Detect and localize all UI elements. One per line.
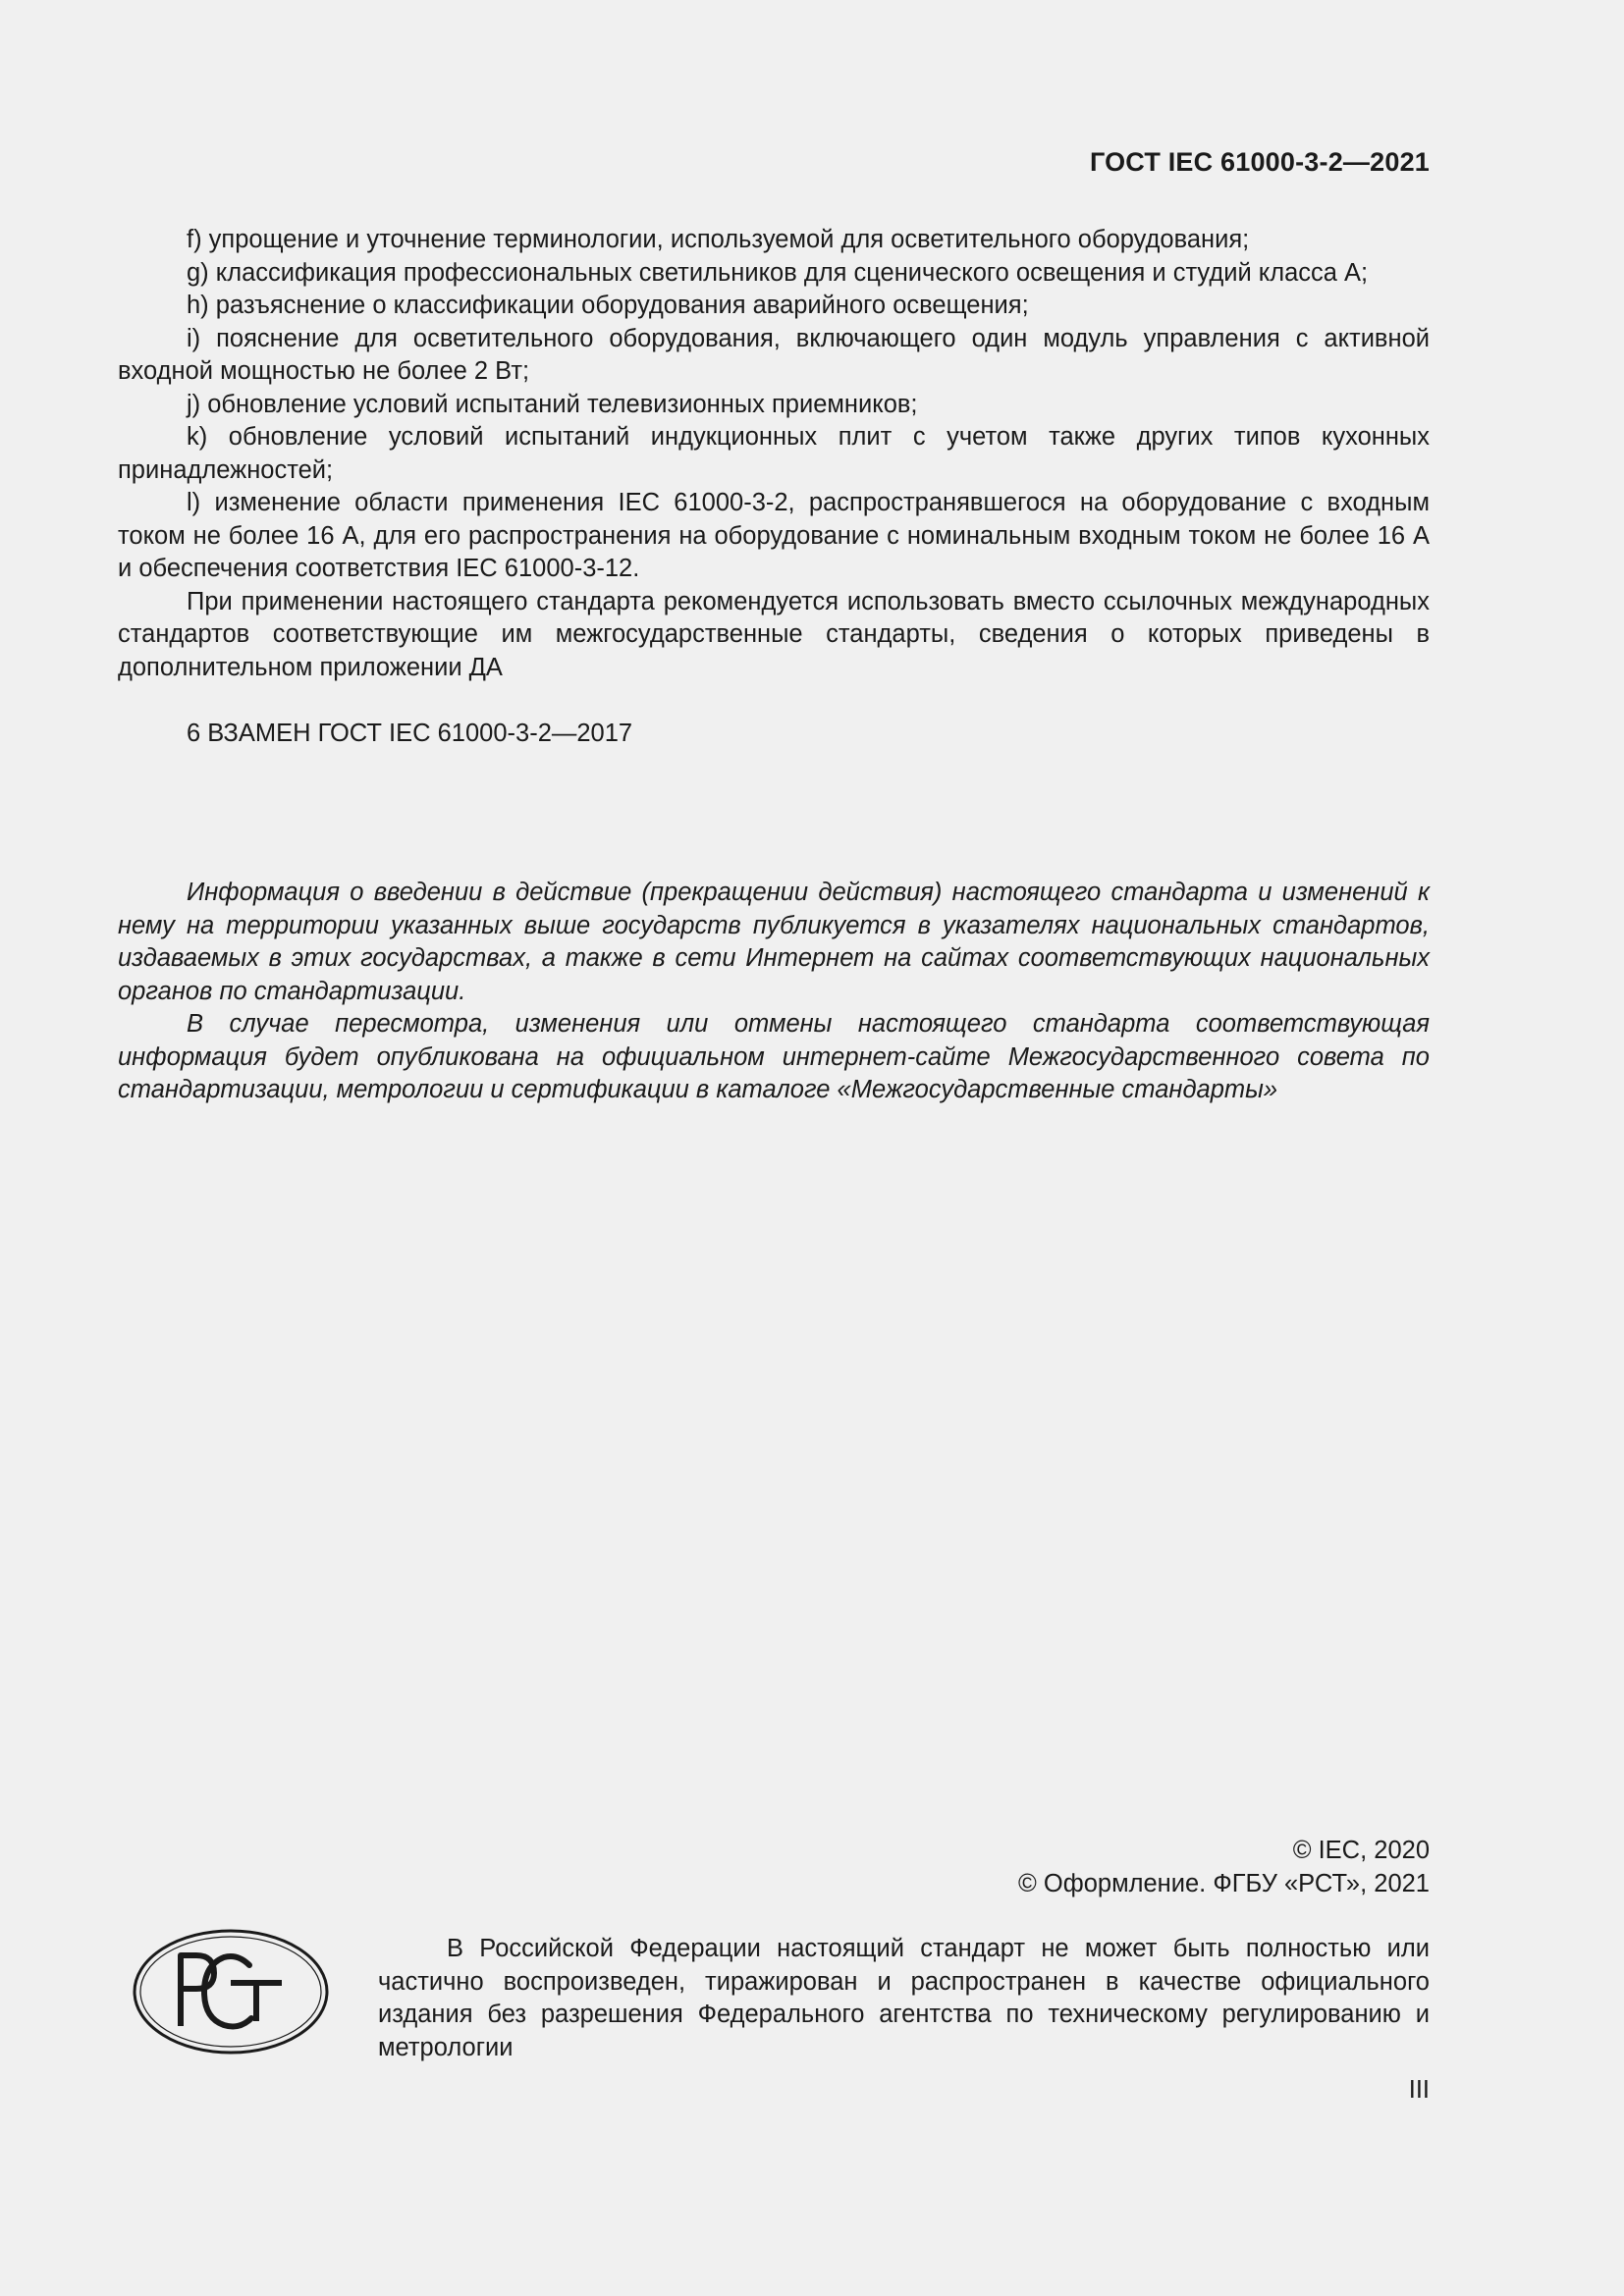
list-item: h) разъяснение о классификации оборудования аварийного освещения; [187,292,1029,319]
info-paragraph-revision: В случае пересмотра, изменения или отмены настоящего стандарта соответствующая информация будет опубликована на официальном интернет-сайте Межгосударственного совета по стандартизации, метрологии и сертификации в каталоге «Межгосударственные стандарты» [118,1010,1430,1103]
notice-paragraph: В Российской Федерации настоящий стандарт не может быть полностью или частично воспроизведен, тиражирован и распространен в качестве официального издания без разрешения Федерального агентства по техническому регулированию и метрологии [378,1935,1430,2061]
copyright-rst: © Оформление. ФГБУ «РСТ», 2021 [1018,1869,1430,1897]
info-paragraph-enactment: Информация о введении в действие (прекращении действия) настоящего стандарта и изменений к нему на территории указанных выше государств публикуется в указателях национальных стандартов, издаваемых в этих государствах, а также в сети Интернет на сайтах соответствующих национальных органов по стандартизации. [118,879,1430,1005]
list-item: f) упрощение и уточнение терминологии, используемой для осветительного оборудования; [187,226,1250,253]
application-note: При применении настоящего стандарта рекомендуется использовать вместо ссылочных международных стандартов соответствующие им межгосударственные стандарты, сведения о которых приведены в дополнительном приложении ДА [118,587,1430,681]
body-text [118,224,1430,751]
replaces-section: 6 ВЗАМЕН ГОСТ IEC 61000-3-2—2017 [187,720,633,747]
info-block [118,877,1430,1107]
copyright-notice [378,1933,1430,2064]
list-item: i) пояснение для осветительного оборудования, включающего один модуль управления с активной входной мощностью не более 2 Вт; [118,324,1430,385]
list-item: j) обновление условий испытаний телевизионных приемников; [187,390,918,418]
rst-logo-icon [132,1928,330,2056]
list-item: k) обновление условий испытаний индукционных плит с учетом также других типов кухонных принадлежностей; [118,423,1430,484]
copyright-block [1018,1835,1430,1900]
document-code-header: ГОСТ IEC 61000-3-2—2021 [1089,147,1430,177]
page-number: III [1408,2076,1430,2104]
list-item: l) изменение области применения IEC 61000-3-2, распространявшегося на оборудование с входным током не более 16 А, для его распространения на оборудование с номинальным входным током не более 16 А и обеспечения соответствия IEC 61000-3-12. [118,489,1430,582]
rst-logo-text: РСТ [231,2052,233,2053]
copyright-iec: © IEC, 2020 [1292,1837,1430,1864]
list-item: g) классификация профессиональных светильников для сценического освещения и студий класса А; [187,258,1369,287]
